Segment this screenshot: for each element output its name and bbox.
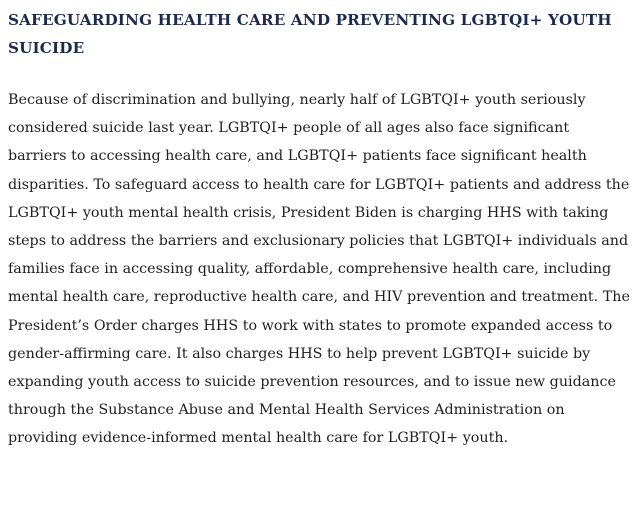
section-heading: SAFEGUARDING HEALTH CARE AND PREVENTING LGBTQI+ YOUTH SUICIDE [8, 11, 612, 57]
body-paragraph: Because of discrimination and bullying, nearly half of LGBTQI+ youth seriously considered suicide last year. LGBTQI+ people of all ages also face significant barriers to accessing health care, and LGBTQI+ patients face significant health disparities. To safeguard access to health care for LGBTQI+ patients and address the LGBTQI+ youth mental health crisis, President Biden is charging HHS with taking steps to address the barriers and exclusionary policies that LGBTQI+ individuals and families face in accessing quality, affordable, comprehensive health care, including mental health care, reproductive health care, and HIV prevention and treatment. The President’s Order charges HHS to work with states to promote expanded access to gender-affirming care. It also charges HHS to help prevent LGBTQI+ suicide by expanding youth access to suicide prevention resources, and to issue new guidance through the Substance Abuse and Mental Health Services Administration on providing evidence-informed mental health care for LGBTQI+ youth. [8, 92, 630, 447]
